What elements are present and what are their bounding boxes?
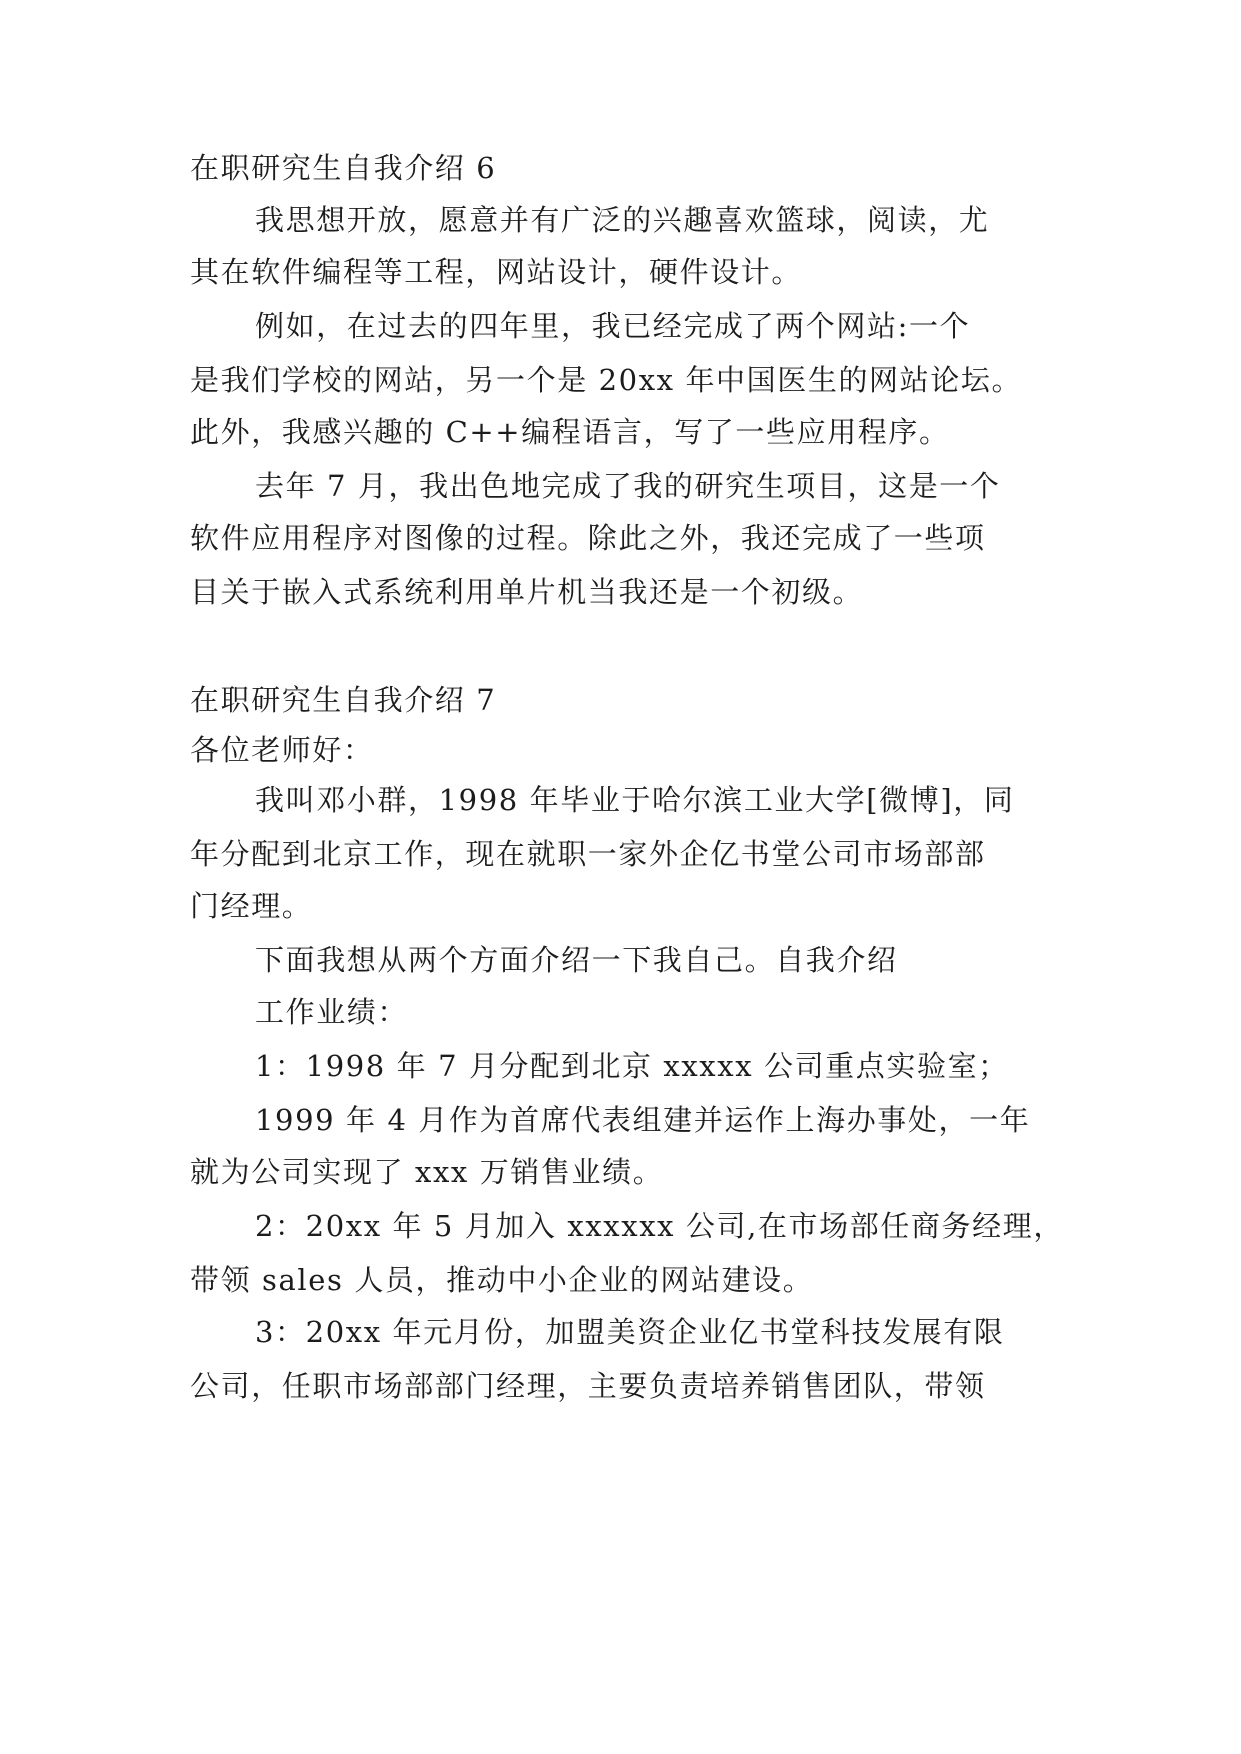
- section-6-line-8: 目关于嵌入式系统利用单片机当我还是一个初级。: [190, 575, 864, 609]
- section-7-line-9: 2：20xx 年 5 月加入 xxxxxx 公司,在市场部任商务经理，: [255, 1209, 1064, 1243]
- greeting: 各位老师好：: [190, 733, 374, 767]
- section-7-line-12: 公司，任职市场部部门经理，主要负责培养销售团队，带领: [190, 1369, 986, 1403]
- section-7-line-6: 1：1998 年 7 月分配到北京 xxxxx 公司重点实验室；: [255, 1049, 1009, 1083]
- section-6-line-3: 例如，在过去的四年里，我已经完成了两个网站:一个: [255, 309, 971, 343]
- section-6-line-2: 其在软件编程等工程，网站设计，硬件设计。: [190, 255, 803, 289]
- section-7-line-7: 1999 年 4 月作为首席代表组建并运作上海办事处，一年: [255, 1103, 1031, 1137]
- section-7-line-2: 年分配到北京工作，现在就职一家外企亿书堂公司市场部部: [190, 837, 986, 871]
- section-7-line-10: 带领 sales 人员，推动中小企业的网站建设。: [190, 1263, 814, 1297]
- section-7-line-3: 门经理。: [190, 889, 313, 923]
- section-7-line-8: 就为公司实现了 xxx 万销售业绩。: [190, 1155, 664, 1189]
- section-7-line-5: 工作业绩：: [255, 995, 409, 1029]
- section-6-heading: 在职研究生自我介绍 6: [190, 151, 497, 185]
- section-6-line-4: 是我们学校的网站，另一个是 20xx 年中国医生的网站论坛。: [190, 363, 1023, 397]
- section-6-line-5: 此外，我感兴趣的 C++编程语言，写了一些应用程序。: [190, 415, 950, 449]
- section-6-line-7: 软件应用程序对图像的过程。除此之外，我还完成了一些项: [190, 521, 986, 555]
- section-6-line-6: 去年 7 月，我出色地完成了我的研究生项目，这是一个: [255, 469, 1001, 503]
- section-7-heading: 在职研究生自我介绍 7: [190, 683, 497, 717]
- section-6-line-1: 我思想开放，愿意并有广泛的兴趣喜欢篮球，阅读，尤: [255, 203, 990, 237]
- section-7-line-1: 我叫邓小群，1998 年毕业于哈尔滨工业大学[微博]，同: [255, 783, 1015, 817]
- section-7-line-4: 下面我想从两个方面介绍一下我自己。自我介绍: [255, 943, 898, 977]
- section-7-line-11: 3：20xx 年元月份，加盟美资企业亿书堂科技发展有限: [255, 1315, 1005, 1349]
